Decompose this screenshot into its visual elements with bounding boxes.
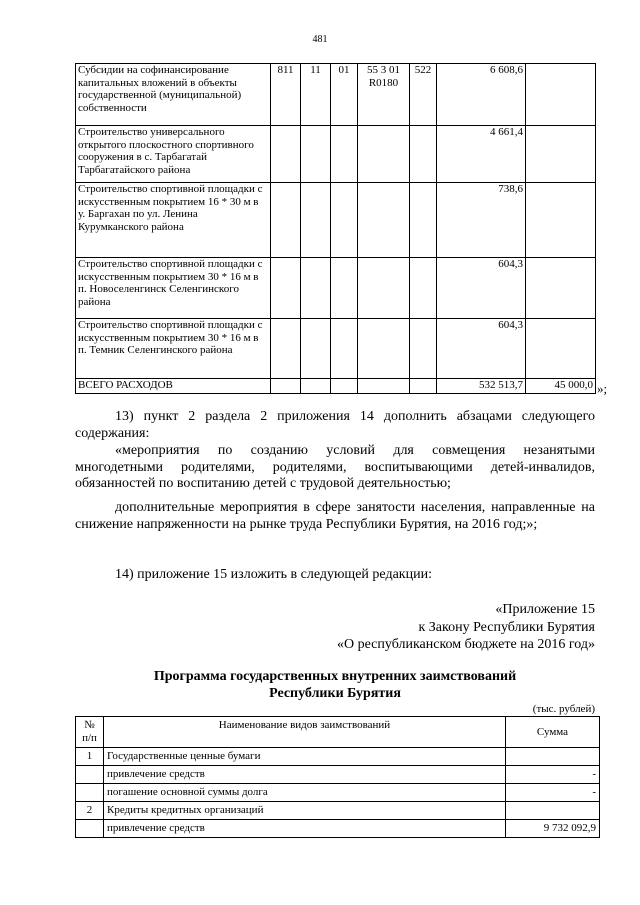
cell-type — [410, 258, 437, 319]
row-name: Строительство спортивной площадки с искусственным покрытием 30 * 16 м в п. Новоселенгинск Селенгинского района — [76, 258, 271, 319]
table-row — [76, 748, 600, 766]
row-num — [76, 820, 104, 838]
units-label: (тыс. рублей) — [532, 703, 595, 715]
row-num: 1 — [76, 748, 104, 766]
table-row — [76, 183, 596, 258]
row-num — [76, 766, 104, 784]
table-row-total — [76, 379, 596, 394]
appendix-line-3: «О республиканском бюджете на 2016 год» — [337, 637, 595, 652]
cell-subsection: 01 — [331, 64, 358, 126]
cell-target — [358, 126, 410, 183]
cell-type — [410, 379, 437, 394]
table-row — [76, 126, 596, 183]
row-num — [76, 784, 104, 802]
cell-sum-extra — [526, 319, 596, 379]
header-sum: Сумма — [506, 717, 600, 748]
cell-section — [301, 183, 331, 258]
header-num: № п/п — [76, 717, 104, 748]
cell-section — [301, 126, 331, 183]
row-name: Кредиты кредитных организаций — [104, 802, 506, 820]
cell-ministry — [271, 183, 301, 258]
row-name: Строительство спортивной площадки с искусственным покрытием 30 * 16 м в п. Темник Селенгинского района — [76, 319, 271, 379]
paragraph-13b: дополнительные мероприятия в сфере занятости населения, направленные на снижение напряженности на рынке труда Республики Бурятия, на 2016 год;»; — [75, 500, 595, 532]
cell-subsection — [331, 183, 358, 258]
cell-sum: 604,3 — [437, 258, 526, 319]
cell-subsection — [331, 319, 358, 379]
row-name: Строительство спортивной площадки с искусственным покрытием 16 * 30 м в у. Баргахан по ул. Ленина Курумканского района — [76, 183, 271, 258]
table-closing-quote: »; — [597, 381, 608, 396]
cell-sum: 738,6 — [437, 183, 526, 258]
table-row — [76, 802, 600, 820]
cell-ministry — [271, 379, 301, 394]
cell-section — [301, 379, 331, 394]
row-name: привлечение средств — [104, 766, 506, 784]
table-header-row — [76, 717, 600, 748]
cell-target — [358, 379, 410, 394]
row-num: 2 — [76, 802, 104, 820]
table-row — [76, 820, 600, 838]
row-name: Строительство универсального открытого плоскостного спортивного сооружения в с. Тарбагатай Тарбагатайского района — [76, 126, 271, 183]
expenses-table — [75, 63, 596, 394]
row-sum: - — [506, 766, 600, 784]
appendix-line-1: «Приложение 15 — [495, 602, 595, 617]
cell-sum-extra — [526, 126, 596, 183]
cell-sum: 532 513,7 — [437, 379, 526, 394]
table-row — [76, 784, 600, 802]
table-row — [76, 258, 596, 319]
page-number: 481 — [312, 34, 328, 45]
cell-type — [410, 126, 437, 183]
cell-target — [358, 183, 410, 258]
cell-sum-extra: 45 000,0 — [526, 379, 596, 394]
borrowings-table — [75, 716, 600, 838]
cell-sum-extra — [526, 64, 596, 126]
cell-sum: 4 661,4 — [437, 126, 526, 183]
row-sum: - — [506, 784, 600, 802]
cell-target — [358, 319, 410, 379]
cell-ministry — [271, 319, 301, 379]
cell-section: 11 — [301, 64, 331, 126]
program-title-line-1: Программа государственных внутренних заимствований — [153, 669, 517, 684]
cell-sum: 604,3 — [437, 319, 526, 379]
row-name: ВСЕГО РАСХОДОВ — [76, 379, 271, 394]
table-row — [76, 766, 600, 784]
row-sum: 9 732 092,9 — [506, 820, 600, 838]
cell-ministry — [271, 258, 301, 319]
cell-subsection — [331, 126, 358, 183]
paragraph-13: 13) пункт 2 раздела 2 приложения 14 дополнить абзацами следующего содержания: — [75, 409, 595, 441]
program-title — [75, 668, 595, 702]
cell-sum: 6 608,6 — [437, 64, 526, 126]
cell-type — [410, 183, 437, 258]
cell-subsection — [331, 258, 358, 319]
paragraph-14: 14) приложение 15 изложить в следующей редакции: — [115, 567, 432, 582]
cell-subsection — [331, 379, 358, 394]
table-row — [76, 319, 596, 379]
paragraph-13a: «мероприятия по созданию условий для совмещения незанятыми многодетными родителями, родителями, воспитывающими детей-инвалидов, обязанностей по воспитанию детей с трудовой деятельностью; — [75, 443, 595, 491]
cell-sum-extra — [526, 183, 596, 258]
cell-ministry: 811 — [271, 64, 301, 126]
cell-sum-extra — [526, 258, 596, 319]
cell-ministry — [271, 126, 301, 183]
cell-section — [301, 258, 331, 319]
header-name: Наименование видов заимствований — [104, 717, 506, 748]
cell-type: 522 — [410, 64, 437, 126]
table-row — [76, 64, 596, 126]
cell-section — [301, 319, 331, 379]
row-sum — [506, 802, 600, 820]
cell-target: 55 3 01 R0180 — [358, 64, 410, 126]
row-name: привлечение средств — [104, 820, 506, 838]
program-title-line-2: Республики Бурятия — [269, 686, 401, 701]
row-name: погашение основной суммы долга — [104, 784, 506, 802]
cell-type — [410, 319, 437, 379]
row-sum — [506, 748, 600, 766]
row-name: Субсидии на софинансирование капитальных вложений в объекты государственной (муниципальной) собственности — [76, 64, 271, 126]
cell-target — [358, 258, 410, 319]
row-name: Государственные ценные бумаги — [104, 748, 506, 766]
appendix-line-2: к Закону Республики Бурятия — [418, 620, 595, 635]
